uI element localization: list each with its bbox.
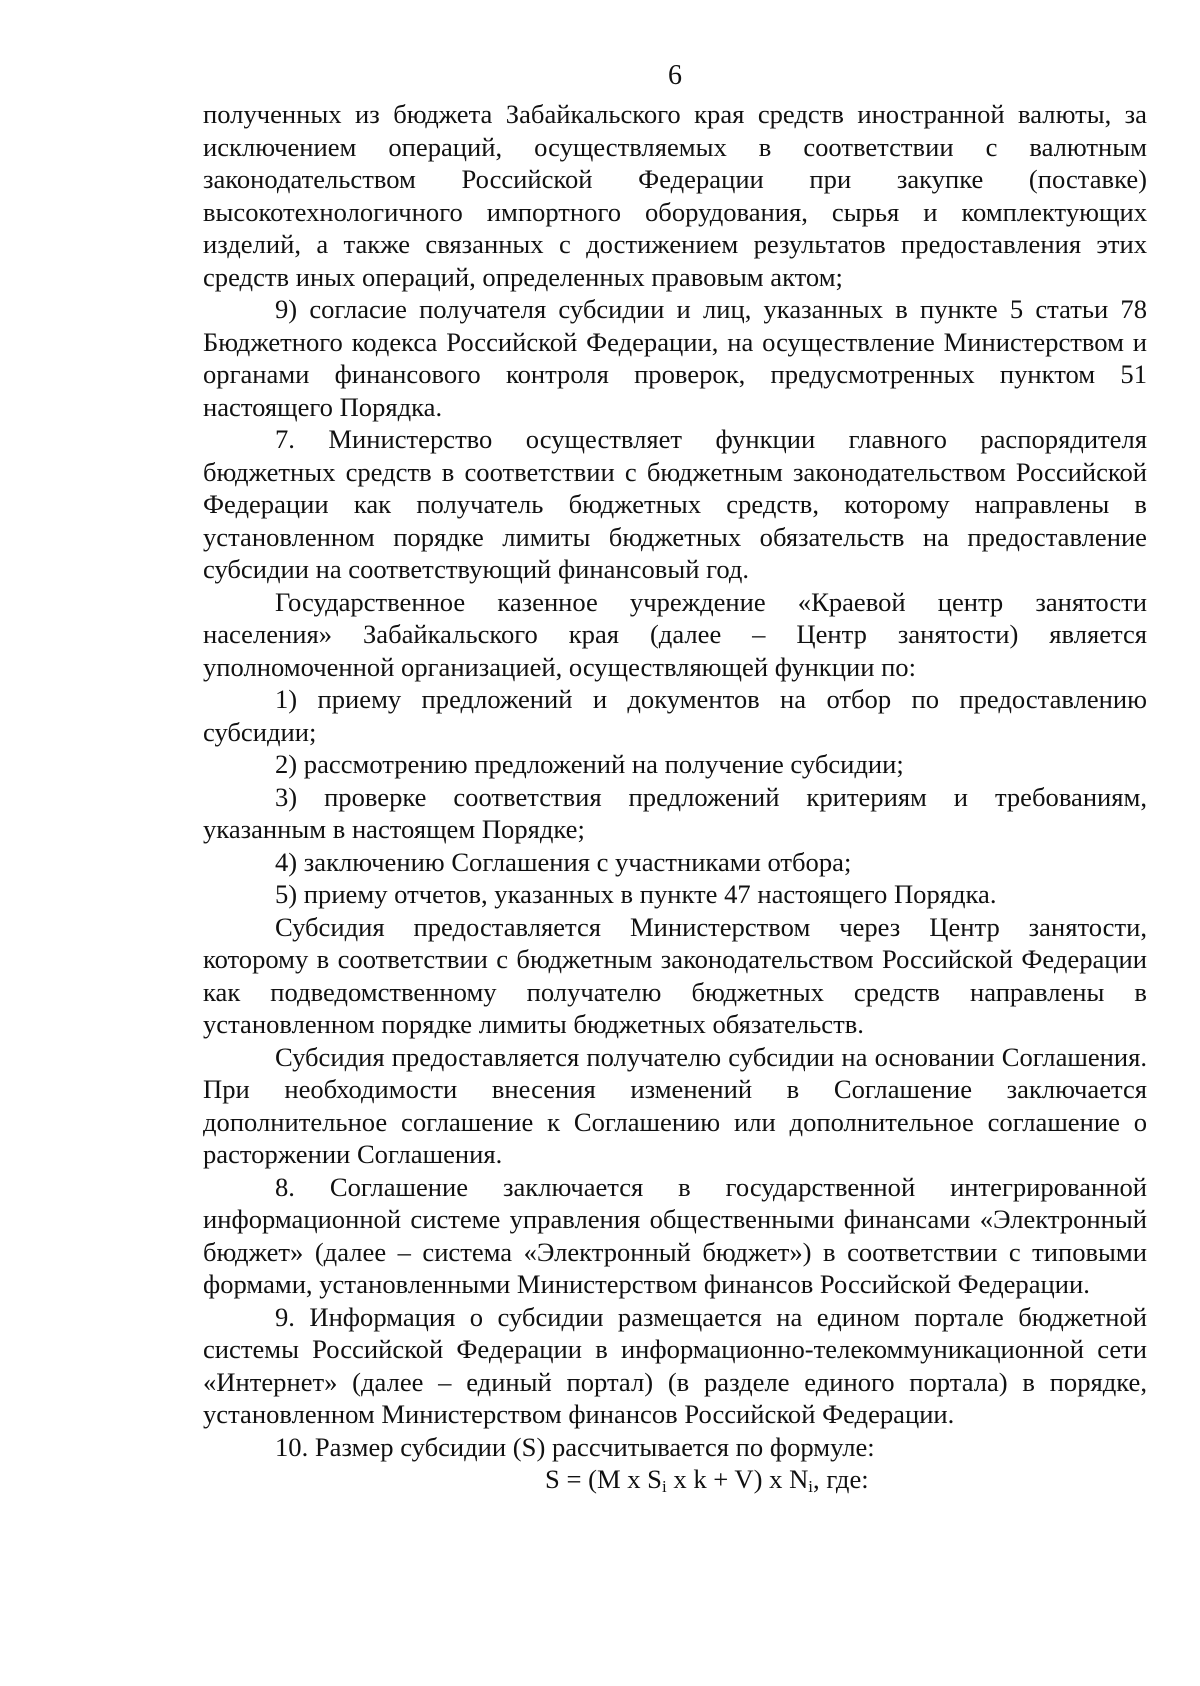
paragraph-section-8: 8. Соглашение заключается в государственной интегрированной информационной системе управления общественными финансами «Электронный бюджет» (далее – система «Электронный бюджет») в соответствии с типовыми формами, установленными Министерством финансов Российской Федерации.: [203, 1171, 1147, 1299]
paragraph-section-7: 7. Министерство осуществляет функции главного распорядителя бюджетных средств в соответствии с бюджетным законодательством Российской Федерации как получатель бюджетных средств, которому направлены в установленном порядке лимиты бюджетных обязательств на предоставление субсидии на соответствующий финансовый год.: [203, 424, 1147, 584]
paragraph-item-9-consent: 9) согласие получателя субсидии и лиц, указанных в пункте 5 статьи 78 Бюджетного кодекса Российской Федерации, на осуществление Министерством и органами финансового контроля проверок, предусмотренных пунктом 51 настоящего Порядка.: [203, 294, 1147, 422]
paragraph-subsidy-agreement: Субсидия предоставляется получателю субсидии на основании Соглашения. При необходимости внесения изменений в Соглашение заключается дополнительное соглашение к Соглашению или дополнительное соглашение о расторжении Соглашения.: [203, 1041, 1147, 1169]
formula-part-3: , где:: [813, 1464, 869, 1494]
subsidy-formula: [203, 1463, 1147, 1496]
document-body: [203, 98, 1147, 1496]
paragraph-subsidy-via-center: Субсидия предоставляется Министерством через Центр занятости, которому в соответствии с бюджетным законодательством Российской Федерации как подведомственному получателю бюджетных средств направлены в установленном порядке лимиты бюджетных обязательств.: [203, 911, 1147, 1039]
page-number: 6: [668, 60, 682, 91]
list-item-5: 5) приему отчетов, указанных в пункте 47 настоящего Порядка.: [275, 879, 997, 909]
paragraph-employment-center: Государственное казенное учреждение «Краевой центр занятости населения» Забайкальского края (далее – Центр занятости) является уполномоченной организацией, осуществляющей функции по:: [203, 586, 1147, 682]
paragraph-section-9: 9. Информация о субсидии размещается на едином портале бюджетной системы Российской Федерации в информационно-телекоммуникационной сети «Интернет» (далее – единый портал) (в разделе единого портала) в порядке, установленном Министерством финансов Российской Федерации.: [203, 1301, 1147, 1429]
paragraph-section-10: 10. Размер субсидии (S) рассчитывается по формуле:: [275, 1431, 875, 1462]
list-item-2: 2) рассмотрению предложений на получение субсидии;: [275, 749, 904, 779]
list-item-4: 4) заключению Соглашения с участниками отбора;: [275, 846, 852, 877]
formula-subscript-1: i: [661, 1477, 667, 1496]
list-item-3: 3) проверке соответствия предложений критериям и требованиям, указанным в настоящем Порядке;: [203, 781, 1147, 844]
formula-part-1: S = (M x S: [545, 1464, 662, 1494]
paragraph-currency-operations: полученных из бюджета Забайкальского края средств иностранной валюты, за исключением операций, осуществляемых в соответствии с валютным законодательством Российской Федерации при закупке (поставке) высокотехнологичного импортного оборудования, сырья и комплектующих изделий, а также связанных с достижением результатов предоставления этих средств иных операций, определенных правовым актом;: [203, 99, 1147, 292]
list-item-1: 1) приему предложений и документов на отбор по предоставлению субсидии;: [203, 684, 1147, 747]
formula-part-2: x k + V) x N: [666, 1464, 809, 1494]
formula-subscript-2: i: [808, 1477, 814, 1496]
